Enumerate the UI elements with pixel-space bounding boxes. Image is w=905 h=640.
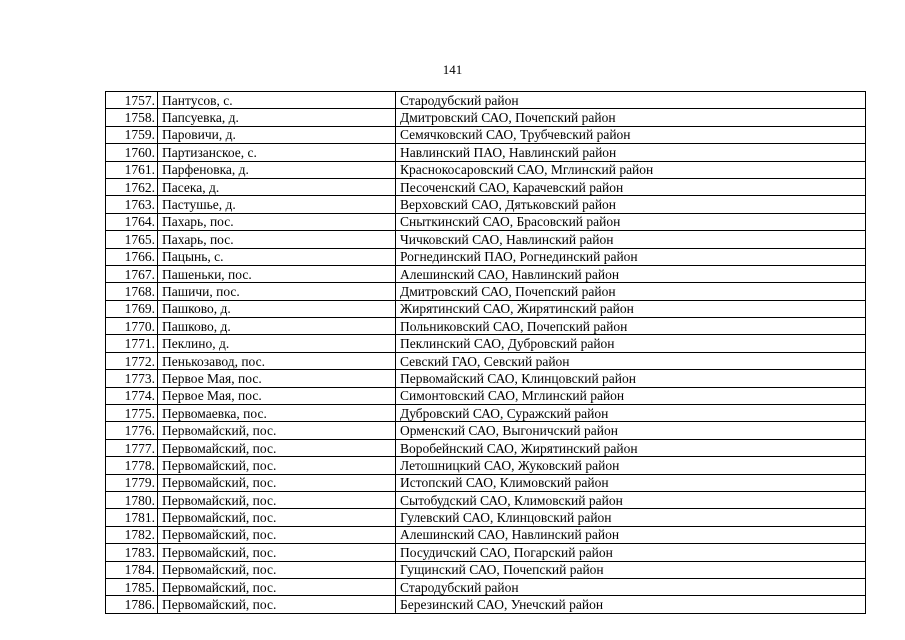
row-number: 1773. (106, 370, 158, 387)
table-row (106, 491, 866, 508)
administrative-district: Стародубский район (396, 92, 866, 109)
row-number: 1767. (106, 265, 158, 282)
table-row (106, 144, 866, 161)
table-row (106, 231, 866, 248)
administrative-district: Дмитровский САО, Почепский район (396, 283, 866, 300)
administrative-district: Первомайский САО, Клинцовский район (396, 370, 866, 387)
row-number: 1779. (106, 474, 158, 491)
table-row (106, 526, 866, 543)
table-row (106, 596, 866, 613)
settlement-name: Пашково, д. (158, 318, 396, 335)
settlement-name: Первомаевка, пос. (158, 405, 396, 422)
settlement-name: Первомайский, пос. (158, 596, 396, 613)
row-number: 1769. (106, 300, 158, 317)
administrative-district: Стародубский район (396, 578, 866, 595)
table-row (106, 439, 866, 456)
administrative-district: Алешинский САО, Навлинский район (396, 526, 866, 543)
page-number: 141 (442, 62, 463, 77)
settlement-name: Первомайский, пос. (158, 422, 396, 439)
settlement-name: Паровичи, д. (158, 126, 396, 143)
settlement-name: Первомайский, пос. (158, 439, 396, 456)
administrative-district: Сытобудский САО, Климовский район (396, 491, 866, 508)
settlement-name: Первомайский, пос. (158, 457, 396, 474)
settlement-name: Первомайский, пос. (158, 561, 396, 578)
table-row (106, 474, 866, 491)
table-row (106, 300, 866, 317)
administrative-district: Дмитровский САО, Почепский район (396, 109, 866, 126)
administrative-district: Сныткинский САО, Брасовский район (396, 213, 866, 230)
row-number: 1759. (106, 126, 158, 143)
settlement-name: Первое Мая, пос. (158, 387, 396, 404)
administrative-district: Польниковский САО, Почепский район (396, 318, 866, 335)
table-body (106, 92, 866, 614)
administrative-district: Истопский САО, Климовский район (396, 474, 866, 491)
table-row (106, 335, 866, 352)
table-row (106, 352, 866, 369)
row-number: 1782. (106, 526, 158, 543)
row-number: 1775. (106, 405, 158, 422)
table-row (106, 387, 866, 404)
row-number: 1784. (106, 561, 158, 578)
table-row (106, 196, 866, 213)
settlement-name: Первомайский, пос. (158, 578, 396, 595)
table-row (106, 544, 866, 561)
table-row (106, 248, 866, 265)
row-number: 1781. (106, 509, 158, 526)
table-row (106, 283, 866, 300)
row-number: 1763. (106, 196, 158, 213)
settlement-name: Пастушье, д. (158, 196, 396, 213)
table-row (106, 213, 866, 230)
settlement-name: Первомайский, пос. (158, 491, 396, 508)
administrative-district: Посудичский САО, Погарский район (396, 544, 866, 561)
table-row (106, 126, 866, 143)
row-number: 1783. (106, 544, 158, 561)
administrative-district: Краснокосаровский САО, Мглинский район (396, 161, 866, 178)
settlement-name: Папсуевка, д. (158, 109, 396, 126)
row-number: 1764. (106, 213, 158, 230)
row-number: 1772. (106, 352, 158, 369)
settlement-name: Пашеньки, пос. (158, 265, 396, 282)
administrative-district: Летошницкий САО, Жуковский район (396, 457, 866, 474)
row-number: 1761. (106, 161, 158, 178)
administrative-district: Пеклинский САО, Дубровский район (396, 335, 866, 352)
settlement-name: Пантусов, с. (158, 92, 396, 109)
row-number: 1771. (106, 335, 158, 352)
table-row (106, 178, 866, 195)
table-row (106, 265, 866, 282)
table-row (106, 370, 866, 387)
administrative-district: Песоченский САО, Карачевский район (396, 178, 866, 195)
settlement-name: Первомайский, пос. (158, 544, 396, 561)
table-row (106, 161, 866, 178)
administrative-district: Гулевский САО, Клинцовский район (396, 509, 866, 526)
row-number: 1768. (106, 283, 158, 300)
settlement-name: Партизанское, с. (158, 144, 396, 161)
administrative-district: Березинский САО, Унечский район (396, 596, 866, 613)
settlement-name: Парфеновка, д. (158, 161, 396, 178)
row-number: 1774. (106, 387, 158, 404)
administrative-district: Навлинский ПАО, Навлинский район (396, 144, 866, 161)
settlement-name: Пашково, д. (158, 300, 396, 317)
table-row (106, 92, 866, 109)
settlement-name: Пахарь, пос. (158, 231, 396, 248)
row-number: 1785. (106, 578, 158, 595)
row-number: 1770. (106, 318, 158, 335)
settlement-name: Пасека, д. (158, 178, 396, 195)
table-row (106, 561, 866, 578)
table-row (106, 457, 866, 474)
table-row (106, 422, 866, 439)
administrative-district: Воробейнский САО, Жирятинский район (396, 439, 866, 456)
settlement-name: Пацынь, с. (158, 248, 396, 265)
administrative-district: Симонтовский САО, Мглинский район (396, 387, 866, 404)
row-number: 1765. (106, 231, 158, 248)
settlement-name: Пахарь, пос. (158, 213, 396, 230)
settlement-name: Пеклино, д. (158, 335, 396, 352)
administrative-district: Орменский САО, Выгоничский район (396, 422, 866, 439)
settlement-name: Пенькозавод, пос. (158, 352, 396, 369)
administrative-district: Дубровский САО, Суражский район (396, 405, 866, 422)
row-number: 1760. (106, 144, 158, 161)
row-number: 1766. (106, 248, 158, 265)
administrative-district: Верховский САО, Дятьковский район (396, 196, 866, 213)
row-number: 1786. (106, 596, 158, 613)
table-row (106, 109, 866, 126)
administrative-district: Чичковский САО, Навлинский район (396, 231, 866, 248)
administrative-district: Алешинский САО, Навлинский район (396, 265, 866, 282)
row-number: 1778. (106, 457, 158, 474)
row-number: 1777. (106, 439, 158, 456)
row-number: 1758. (106, 109, 158, 126)
row-number: 1780. (106, 491, 158, 508)
table-row (106, 578, 866, 595)
settlement-name: Пашичи, пос. (158, 283, 396, 300)
settlement-name: Первомайский, пос. (158, 526, 396, 543)
administrative-district: Жирятинский САО, Жирятинский район (396, 300, 866, 317)
row-number: 1757. (106, 92, 158, 109)
row-number: 1762. (106, 178, 158, 195)
administrative-district: Семячковский САО, Трубчевский район (396, 126, 866, 143)
table-row (106, 509, 866, 526)
table-row (106, 318, 866, 335)
administrative-district: Рогнединский ПАО, Рогнединский район (396, 248, 866, 265)
settlement-name: Первомайский, пос. (158, 509, 396, 526)
settlements-table (105, 91, 866, 614)
settlement-name: Первомайский, пос. (158, 474, 396, 491)
table-row (106, 405, 866, 422)
administrative-district: Гущинский САО, Почепский район (396, 561, 866, 578)
row-number: 1776. (106, 422, 158, 439)
settlement-name: Первое Мая, пос. (158, 370, 396, 387)
administrative-district: Севский ГАО, Севский район (396, 352, 866, 369)
